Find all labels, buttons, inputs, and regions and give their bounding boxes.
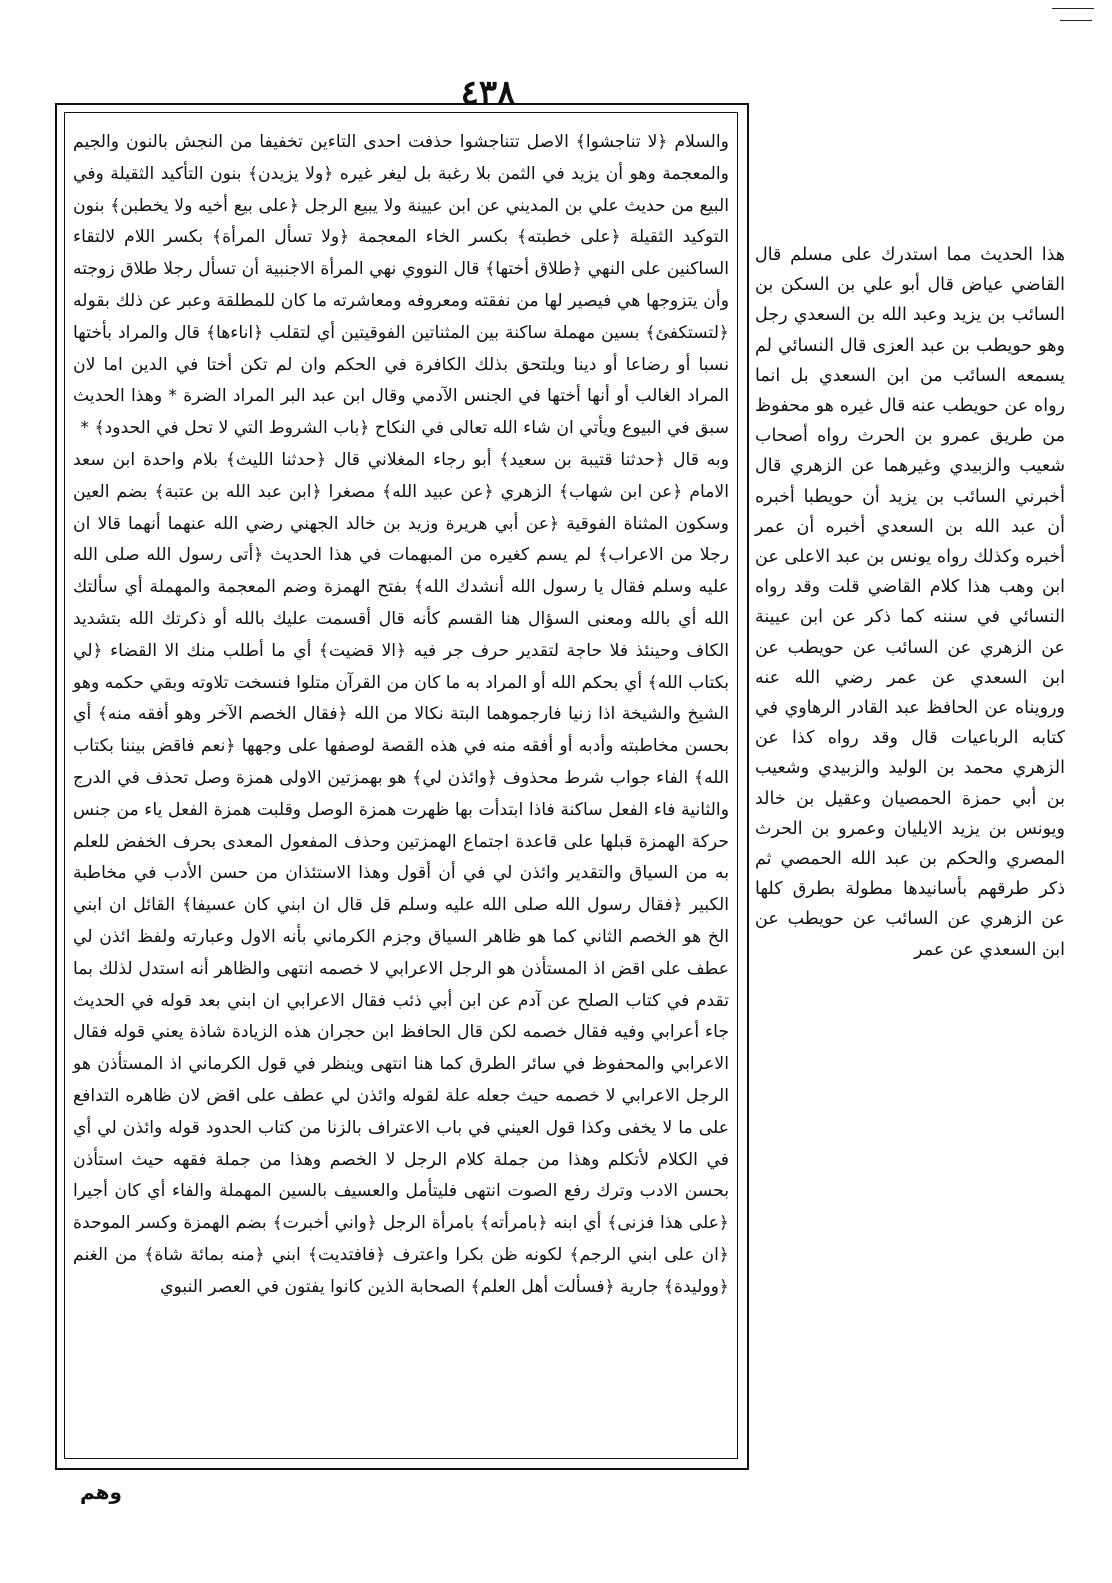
catchword: وهم	[80, 1480, 122, 1504]
corner-scan-mark	[1060, 20, 1092, 21]
main-paragraph: والسلام ﴿لا تناجشوا﴾ الاصل تتناجشوا حذفت احدى التاءين تخفيفا من النجش بالنون والجيم والمعجمة وهو أن يزيد في الثمن بلا رغبة بل ليغر غيره ﴿ولا يزيدن﴾ بنون التأكيد الثقيلة وفي البيع من حديث علي بن المديني عن ابن عيينة ولا يبيع الرجل ﴿على بيع أخيه ولا يخطبن﴾ بنون التوكيد الثقيلة ﴿على خطبته﴾ بكسر الخاء المعجمة ﴿ولا تسأل المرأة﴾ بكسر اللام لالتقاء الساكنين على النهي ﴿طلاق أختها﴾ قال النووي نهي المرأة الاجنبية أن تسأل رجلا طلاق زوجته وأن يتزوجها هي فيصير لها من نفقته ومعروفه ومعاشرته ما كان للمطلقة وعبر عن ذلك بقوله ﴿لتستكفئ﴾ بسين مهملة ساكنة بين المثناتين الفوقيتين أي لتقلب ﴿اناءها﴾ قال والمراد بأختها نسبا أو رضاعا أو دينا ويلتحق بذلك الكافرة في الحكم وان لم تكن أختا في الدين اما لان المراد الغالب أو أنها أختها في الجنس الآدمي وقال ابن عبد البر المراد الضرة * وهذا الحديث سبق في البيوع ويأتي ان شاء الله تعالى في النكاح ﴿باب الشروط التي لا تحل في الحدود﴾ *	[73, 132, 729, 439]
margin-note	[755, 240, 1065, 965]
main-paragraph: وبه قال ﴿حدثنا قتيبة بن سعيد﴾ أبو رجاء المغلاني قال ﴿حدثنا الليث﴾ بلام واحدة ابن سعد الامام ﴿عن ابن شهاب﴾ الزهري ﴿عن عبيد الله﴾ مصغرا ﴿ابن عبد الله بن عتبة﴾ بضم العين وسكون المثناة الفوقية ﴿عن أبي هريرة وزيد بن خالد الجهني رضي الله عنهما أنهما قالا ان رجلا من الاعراب﴾ لم يسم كغيره من المبهمات في هذا الحديث ﴿أتى رسول الله صلى الله عليه وسلم فقال يا رسول الله أنشدك الله﴾ بفتح الهمزة وضم المعجمة والمهملة أي سألتك الله أي بالله ومعنى السؤال هنا القسم كأنه قال أقسمت عليك بالله أو ذكرتك الله بتشديد الكاف وحينئذ فلا حاجة لتقدير حرف جر فيه ﴿الا قضيت﴾ أي ما أطلب منك الا القضاء ﴿لي بكتاب الله﴾ أي بحكم الله أو المراد به ما كان من القرآن متلوا فنسخت تلاوته وبقي حكمه وهو الشيخ والشيخة اذا زنيا فارجموهما البتة نكالا من الله ﴿فقال الخصم الآخر وهو أفقه منه﴾ أي بحسن مخاطبته وأدبه أو أفقه منه في هذه القصة لوصفها على وجهها ﴿نعم فاقض بيننا بكتاب الله﴾ الفاء جواب شرط محذوف ﴿وائذن لي﴾ هو بهمزتين الاولى همزة وصل تحذف في الدرج والثانية فاء الفعل ساكنة فاذا ابتدأت بها ظهرت همزة الوصل وقلبت همزة الفعل ياء من جنس حركة الهمزة قبلها على قاعدة اجتماع الهمزتين وحذف المفعول المعدى بحرف الخفض للعلم به من السياق والتقدير وائذن لي في أن أقول وهذا الاستئذان من حسن الأدب في مخاطبة الكبير ﴿فقال رسول الله صلى الله عليه وسلم قل قال ان ابني كان عسيفا﴾ القائل ان ابني الخ هو الخصم الثاني كما هو ظاهر السياق وجزم الكرماني بأنه الاول وعبارته ولفظ ائذن لي عطف على اقض اذ المستأذن هو الرجل الاعرابي لا خصمه انتهى والظاهر أنه استدل لذلك بما تقدم في كتاب الصلح عن آدم عن ابن أبي ذئب فقال الاعرابي ان ابني بعد قوله في الحديث جاء أعرابي وفيه فقال خصمه لكن قال الحافظ ابن حجران هذه الزيادة شاذة يعني قوله فقال الاعرابي والمحفوظ في سائر الطرق كما هنا انتهى وينظر في قول الكرماني اذ المستأذن هو الرجل الاعرابي لا خصمه حيث جعله علة لقوله وائذن لي عطف على اقض لان ظاهره التدافع على ما لا يخفى وكذا قول العيني في باب الاعتراف بالزنا من كتاب الحدود قوله وائذن لي أي في الكلام لأتكلم وهذا من جملة كلام الرجل لا الخصم وهذا من جملة فقهه حيث استأذن بحسن الادب وترك رفع الصوت انتهى فليتأمل والعسيف بالسين المهملة والفاء أي كان أجيرا ﴿على هذا فزنى﴾ أي ابنه ﴿بامرأته﴾ بامرأة الرجل ﴿واني أخبرت﴾ بضم الهمزة وكسر الموحدة ﴿ان على ابني الرجم﴾ لكونه ظن بكرا واعترف ﴿فافتديت﴾ ابني ﴿منه بمائة شاة﴾ من الغنم ﴿ووليدة﴾ جارية ﴿فسألت أهل العلم﴾ الصحابة الذين كانوا يفتون في العصر النبوي	[73, 449, 729, 1297]
main-text-block	[73, 127, 729, 1303]
text-frame	[64, 112, 738, 1459]
margin-paragraph: هذا الحديث مما استدرك على مسلم قال القاضي عياض قال أبو علي بن السكن بن السائب بن يزيد وعبد الله بن السعدي رجل وهو حويطب بن عبد العزى قال النسائي لم يسمعه السائب من ابن السعدي بل انما رواه عن حويطب عنه قال غيره هو محفوظ من طريق عمرو بن الحرث رواه أصحاب شعيب والزبيدي وغيرهما عن الزهري قال أخبرني السائب بن يزيد أن حويطبا أخبره أن عبد الله بن السعدي أخبره أن عمر أخبره وكذلك رواه يونس بن عبد الاعلى عن ابن وهب هذا كلام القاضي قلت وقد رواه النسائي في سننه كما ذكر عن ابن عيينة عن الزهري عن السائب عن حويطب عن ابن السعدي عن عمر رضي الله عنه ورويناه عن الحافظ عبد القادر الرهاوي في كتابه الرباعيات قال وقد رواه كذا عن الزهري محمد بن الوليد والزبيدي وشعيب بن أبي حمزة الحمصيان وعقيل بن خالد ويونس بن يزيد الايليان وعمرو بن الحرث المصري والحكم بن عبد الله الحمصي ثم ذكر طرقهم بأسانيدها مطولة بطرق كلها عن الزهري عن السائب عن حويطب عن ابن السعدي عن عمر	[755, 245, 1065, 960]
page-number: ٤٣٨	[460, 73, 516, 113]
corner-scan-mark	[1052, 8, 1094, 9]
